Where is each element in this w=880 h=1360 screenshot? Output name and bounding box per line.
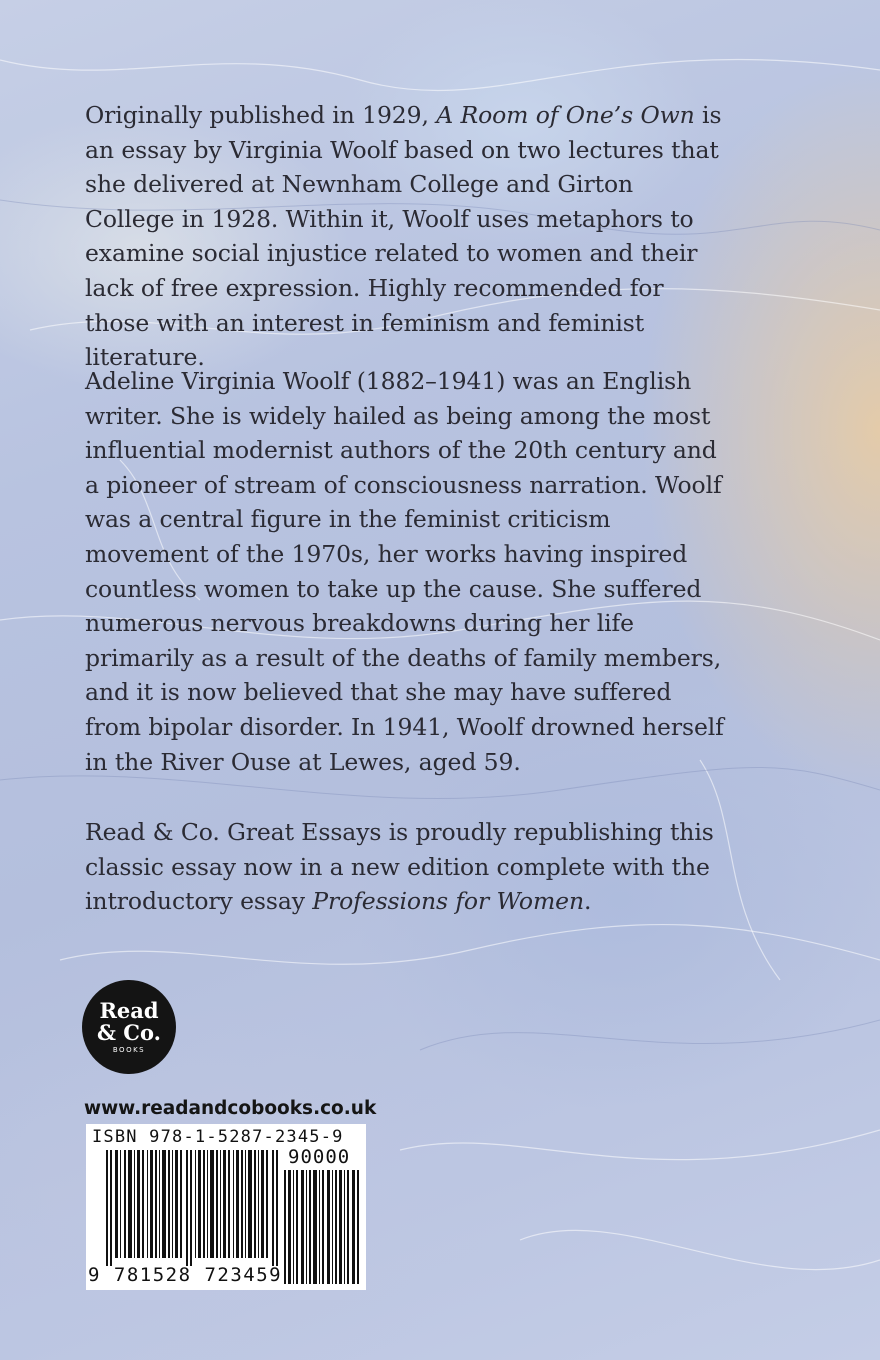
book-title: A Room of One’s Own [436, 101, 695, 129]
addon-price-code: 90000 [288, 1146, 351, 1168]
addon-barcode-bars [284, 1170, 360, 1284]
isbn-barcode [86, 1124, 366, 1290]
paragraph-text: . [584, 887, 592, 916]
ean-digits: 9 781528 723459 [88, 1264, 283, 1286]
ean-barcode-bars [106, 1150, 278, 1266]
isbn-text: ISBN 978-1-5287-2345-9 [92, 1127, 344, 1147]
paragraph-text: Originally published in 1929, [85, 101, 437, 129]
description-paragraph [85, 98, 725, 375]
essay-title: Professions for Women [312, 887, 585, 916]
paragraph-text: is an essay by Virginia Woolf based on two lectures that she delivered at Newnham College and Girton College in 1928. Within it, Woolf uses metaphors to examine social injustice related to women and their lack of free expression. Highly recommended for those with an interest in feminism and feminist literature. [85, 101, 722, 372]
publisher-website[interactable]: www.readandcobooks.co.uk [84, 1098, 377, 1119]
author-bio-paragraph [85, 364, 725, 779]
publisher-note-paragraph [85, 815, 725, 919]
paragraph-text: Read & Co. Great Essays is proudly republishing this classic essay now in a new edition complete with the introductory essay [85, 818, 714, 916]
logo-line-1: Read [99, 998, 159, 1023]
publisher-logo [82, 980, 176, 1074]
logo-line-2: & Co. [97, 1020, 161, 1045]
logo-line-3: BOOKS [112, 1046, 146, 1054]
paragraph-text: Adeline Virginia Woolf (1882–1941) was an English writer. She is widely hailed as being among the most influential modernist authors of the 20th century and a pioneer of stream of consciousness narration. Woolf was a central figure in the feminist criticism movement of the 1970s, her works having inspired countless women to take up the cause. She suffered numerous nervous breakdowns during her life primarily as a result of the deaths of family members, and it is now believed that she may have suffered from bipolar disorder. In 1941, Woolf drowned herself in the River Ouse at Lewes, aged 59. [85, 367, 724, 776]
